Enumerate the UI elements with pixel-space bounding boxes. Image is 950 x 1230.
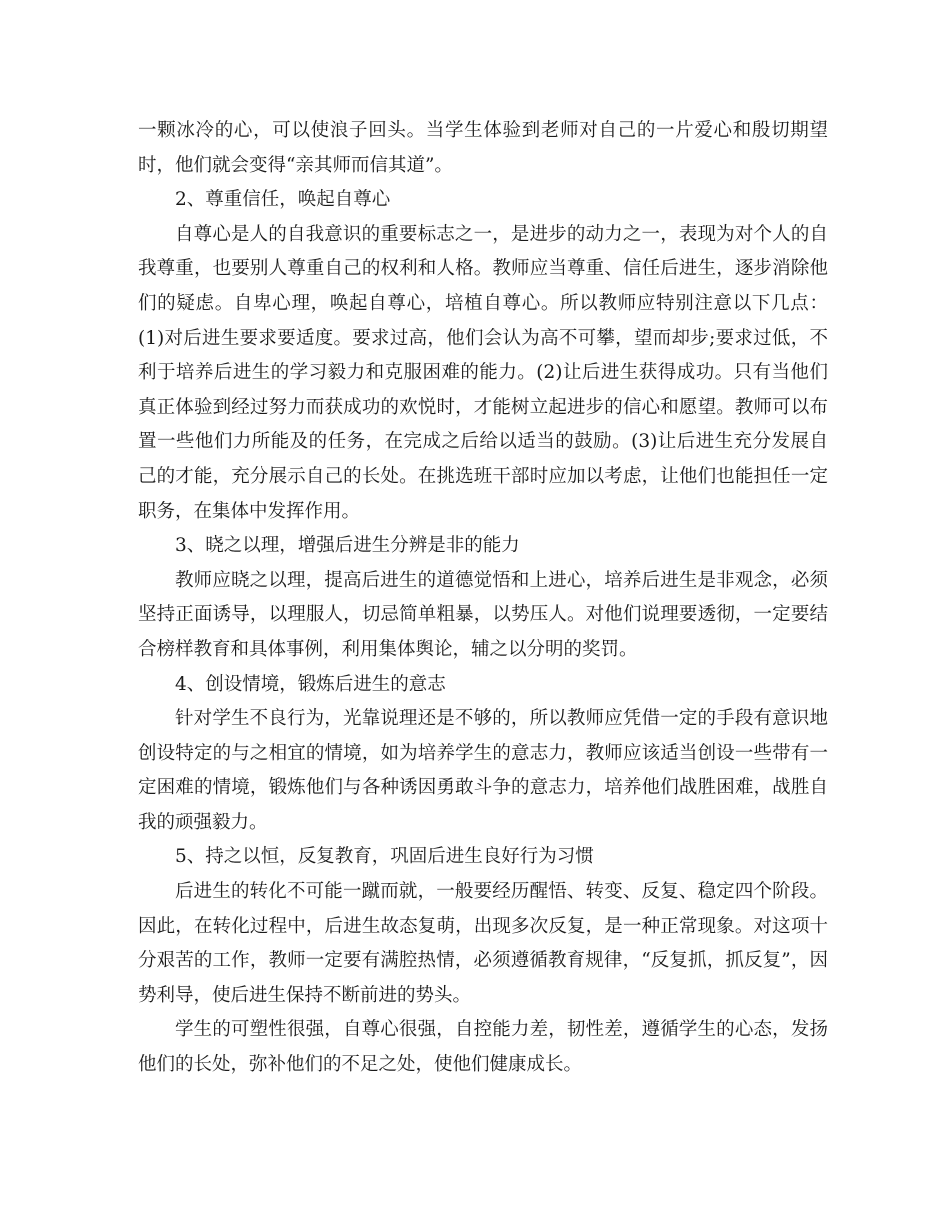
paragraph-persistence: 后进生的转化不可能一蹴而就，一般要经历醒悟、转变、反复、稳定四个阶段。因此，在转化过程中，后进生故态复萌，出现多次反复，是一种正常现象。对这项十分艰苦的工作，教师一定要有满腔热情，必须遵循教育规律，“反复抓，抓反复”，因势利导，使后进生保持不断前进的势头。 <box>138 881 828 1006</box>
paragraph-continued: 一颗冰冷的心，可以使浪子回头。当学生体验到老师对自己的一片爱心和殷切期望时，他们就会变得“亲其师而信其道”。 <box>138 120 828 176</box>
section-heading-2: 2、尊重信任，唤起自尊心 <box>175 189 391 211</box>
paragraph-self-esteem: 自尊心是人的自我意识的重要标志之一，是进步的动力之一，表现为对个人的自我尊重，也要别人尊重自己的权利和人格。教师应当尊重、信任后进生，逐步消除他们的疑虑。自卑心理，唤起自尊心，培植自尊心。所以教师应特别注意以下几点：(1)对后进生要求要适度。要求过高，他们会认为高不可攀，望而却步;要求过低，不利于培养后进生的学习毅力和克服困难的能力。(2)让后进生获得成功。只有当他们真正体验到经过努力而获成功的欢悦时，才能树立起进步的信心和愿望。教师可以布置一些他们力所能及的任务，在完成之后给以适当的鼓励。(3)让后进生充分发展自己的才能，充分展示自己的长处。在挑选班干部时应加以考虑，让他们也能担任一定职务，在集体中发挥作用。 <box>138 223 828 522</box>
paragraph-conclusion: 学生的可塑性很强，自尊心很强，自控能力差，韧性差，遵循学生的心态，发扬他们的长处，弥补他们的不足之处，使他们健康成长。 <box>138 1019 828 1076</box>
section-heading-4: 4、创设情境，锻炼后进生的意志 <box>175 673 446 695</box>
document-body <box>138 114 828 1083</box>
section-heading-5: 5、持之以恒，反复教育，巩固后进生良好行为习惯 <box>175 846 594 868</box>
paragraph-situations: 针对学生不良行为，光靠说理还是不够的，所以教师应凭借一定的手段有意识地创设特定的与之相宜的情境，如为培养学生的意志力，教师应该适当创设一些带有一定困难的情境，锻炼他们与各种诱因勇敢斗争的意志力，培养他们战胜困难，战胜自我的顽强毅力。 <box>138 708 828 833</box>
section-heading-3: 3、晓之以理，增强后进生分辨是非的能力 <box>175 535 520 557</box>
paragraph-reasoning: 教师应晓之以理，提高后进生的道德觉悟和上进心，培养后进生是非观念，必须坚持正面诱导，以理服人，切忌简单粗暴，以势压人。对他们说理要透彻，一定要结合榜样教育和具体事例，利用集体舆论，辅之以分明的奖罚。 <box>138 569 828 660</box>
